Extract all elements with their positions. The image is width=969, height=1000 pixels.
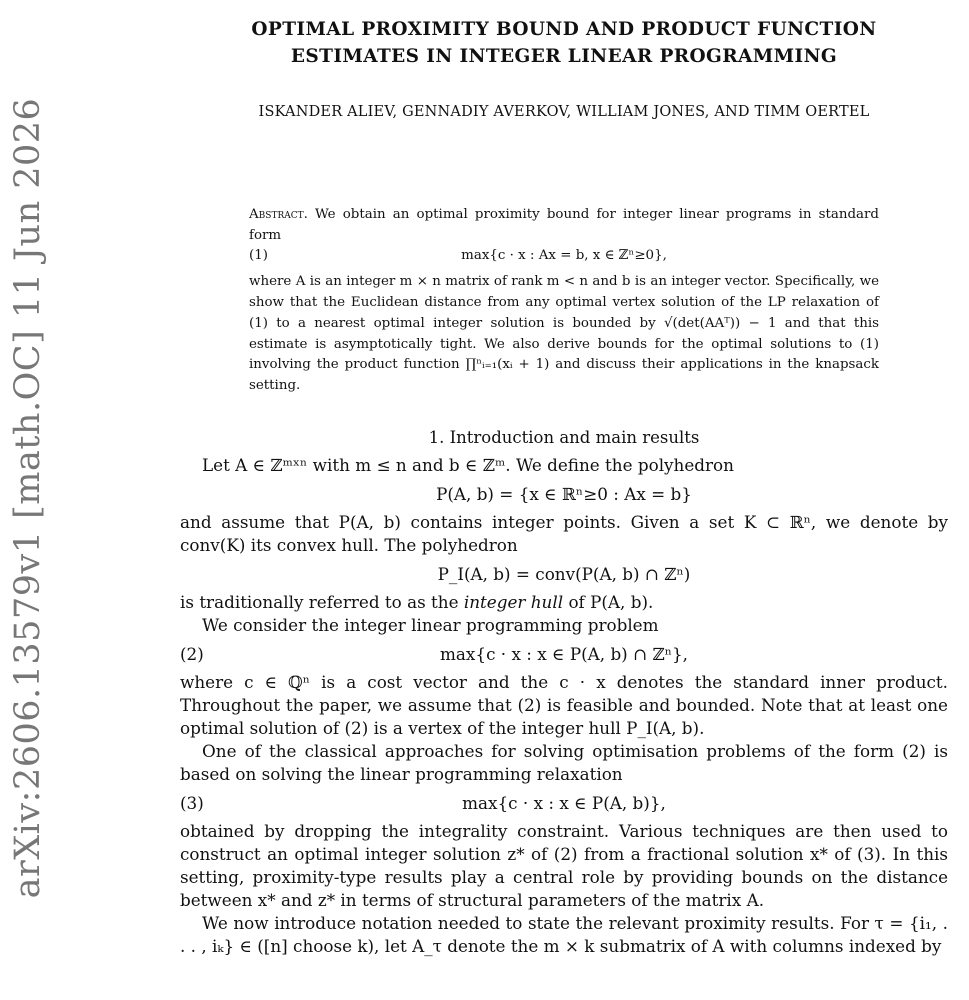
arxiv-sidebar-stamp [0, 97, 58, 899]
paragraph-6: One of the classical approaches for solving optimisation problems of the form (2) is based on solving the linear programming relaxation [180, 741, 948, 784]
equation-3-number: (3) [180, 793, 204, 813]
title-line-1: OPTIMAL PROXIMITY BOUND AND PRODUCT FUNCTION [251, 19, 877, 40]
equation-polyhedron-body: P(A, b) = {x ∈ ℝⁿ≥0 : Ax = b} [436, 484, 692, 504]
abstract-text: where A is an integer m × n matrix of rank m < n and b is an integer vector. Specifically, we show that the Euclidean distance from any optimal vertex solution of the LP relaxation of (1) to a nearest optimal integer solution is bounded by √(det(AAᵀ)) − 1 and that this estimate is asymptotically tight. We also derive bounds for the optimal solutions to (1) involving the product function ∏ⁿᵢ₌₁(xᵢ + 1) and discuss their applications in the knapsack setting. [249, 274, 879, 393]
paragraph-4: We consider the integer linear programming problem [202, 615, 659, 635]
arxiv-id: arXiv:2606.13579v1 [math.OC] 11 Jun 2026 [8, 97, 48, 899]
equation-1 [249, 246, 879, 272]
equation-3 [180, 786, 948, 820]
equation-polyhedron [180, 477, 948, 511]
paragraph-2: and assume that P(A, b) contains integer points. Given a set K ⊂ ℝⁿ, we denote by conv(K) its convex hull. The polyhedron [180, 512, 948, 555]
paragraph-3 [180, 591, 948, 614]
equation-2 [180, 637, 948, 671]
paper-title [180, 16, 948, 70]
abstract [249, 205, 879, 397]
paragraph-1: Let A ∈ ℤᵐˣⁿ with m ≤ n and b ∈ ℤᵐ. We define the polyhedron [202, 455, 734, 475]
paragraph-5: where c ∈ ℚⁿ is a cost vector and the c · x denotes the standard inner product. Throughout the paper, we assume that (2) is feasible and bounded. Note that at least one optimal solution of (2) is a vertex of the integer hull P_I(A, b). [180, 672, 948, 738]
paragraph-3-pre: is traditionally referred to as the [180, 592, 464, 612]
equation-3-body: max{c · x : x ∈ P(A, b)}, [462, 793, 666, 813]
paragraph-8: We now introduce notation needed to state the relevant proximity results. For τ = {i₁, . . . , iₖ} ∈ ([n] choose k), let A_τ denote the m × k submatrix of A with columns indexed by [180, 913, 948, 956]
equation-integer-hull [180, 557, 948, 591]
paragraph-7: obtained by dropping the integrality constraint. Various techniques are then used to construct an optimal integer solution z* of (2) from a fractional solution x* of (3). In this setting, proximity-type results play a central role by providing bounds on the distance between x* and z* in terms of structural parameters of the matrix A. [180, 821, 948, 910]
title-line-2: ESTIMATES IN INTEGER LINEAR PROGRAMMING [290, 46, 838, 67]
equation-1-body: max{c · x : Ax = b, x ∈ ℤⁿ≥0}, [461, 248, 667, 264]
paragraph-3-emphasis: integer hull [463, 592, 564, 612]
abstract-intro [249, 205, 879, 246]
equation-2-body: max{c · x : x ∈ P(A, b) ∩ ℤⁿ}, [440, 644, 688, 664]
author-list: ISKANDER ALIEV, GENNADIY AVERKOV, WILLIAM JONES, AND TIMM OERTEL [258, 104, 870, 120]
abstract-intro-text: We obtain an optimal proximity bound for integer linear programs in standard form [249, 207, 879, 243]
paragraph-3-post: of P(A, b). [563, 592, 654, 612]
equation-1-number: (1) [249, 248, 268, 264]
section-heading: 1. Introduction and main results [428, 428, 700, 447]
abstract-label: Abstract. [249, 207, 308, 222]
equation-integer-hull-body: P_I(A, b) = conv(P(A, b) ∩ ℤⁿ) [437, 564, 691, 584]
main-text [180, 426, 948, 958]
equation-2-number: (2) [180, 644, 204, 664]
